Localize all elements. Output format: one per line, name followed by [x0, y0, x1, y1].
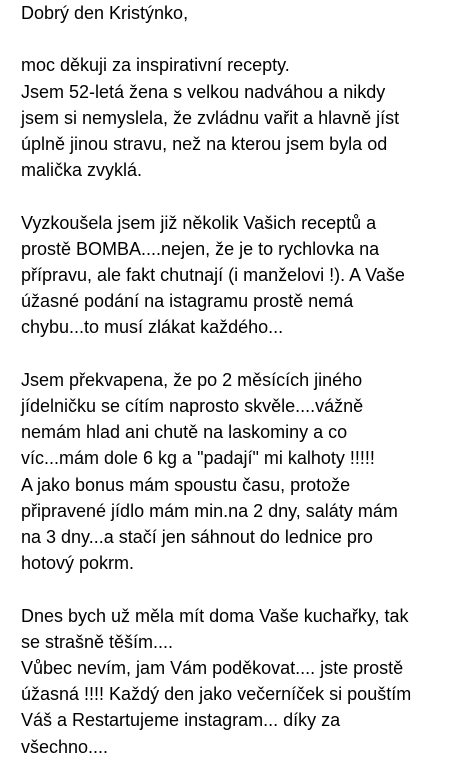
text-line: Vůbec nevím, jam Vám poděkovat.... jste prostě	[21, 658, 404, 679]
text-line: připravené jídlo mám min.na 2 dny, saláty mám	[21, 500, 398, 521]
text-line: A jako bonus mám spoustu času, protože	[21, 474, 351, 495]
text-line: přípravu, ale fakt chutnají (i manželovi !). A Vaše	[21, 265, 405, 285]
text-line: Jsem překvapena, že po 2 měsících jiného	[21, 369, 363, 390]
text-line: jsem si nemyslela, že zvládnu vařit a hlavně jíst	[21, 107, 400, 128]
paragraph-gap	[21, 26, 457, 52]
text-line: úplně jinou stravu, než na kterou jsem byla od	[21, 134, 388, 154]
text-line: Vyzkoušela jsem již několik Vašich receptů a	[21, 212, 377, 233]
text-line: všechno....	[21, 736, 109, 757]
text-line: malička zvyklá.	[21, 160, 143, 181]
text-line: Jsem 52-letá žena s velkou nadváhou a nikdy	[21, 81, 386, 102]
text-line: víc...mám dole 6 kg a "padají" mi kalhoty !!!!!	[21, 448, 375, 469]
paragraph-gap	[21, 341, 457, 367]
text-line: moc děkuji za inspirativní recepty.	[21, 55, 290, 76]
text-line: Dnes bych už měla mít doma Vaše kuchařky, tak	[21, 605, 409, 626]
text-line: chybu...to musí zlákat každého...	[21, 317, 284, 338]
paragraph-1	[21, 52, 457, 183]
text-line: nemám hlad ani chutě na laskominy a co	[21, 422, 348, 443]
text-line: Váš a Restartujeme instagram... díky za	[21, 710, 341, 731]
text-line: úžasná !!!! Každý den jako večerníček si pouštím	[21, 684, 412, 705]
greeting	[21, 0, 457, 26]
paragraph-3	[21, 367, 457, 577]
text-line: prostě BOMBA....nejen, že je to rychlovka na	[21, 238, 380, 259]
paragraph-gap	[21, 576, 457, 602]
text-line: hotový pokrm.	[21, 553, 135, 574]
text-line: se strašně těším....	[21, 631, 174, 652]
text-line: jídelničku se cítím naprosto skvěle....vážně	[21, 396, 364, 416]
paragraph-4	[21, 603, 457, 760]
message-body	[21, 0, 457, 760]
paragraph-gap	[21, 183, 457, 209]
greeting-line: Dobrý den Kristýnko,	[21, 3, 189, 23]
paragraph-2	[21, 210, 457, 341]
text-line: úžasné podání na istagramu prostě nemá	[21, 291, 354, 312]
text-line: na 3 dny...a stačí jen sáhnout do lednice pro	[21, 527, 373, 548]
